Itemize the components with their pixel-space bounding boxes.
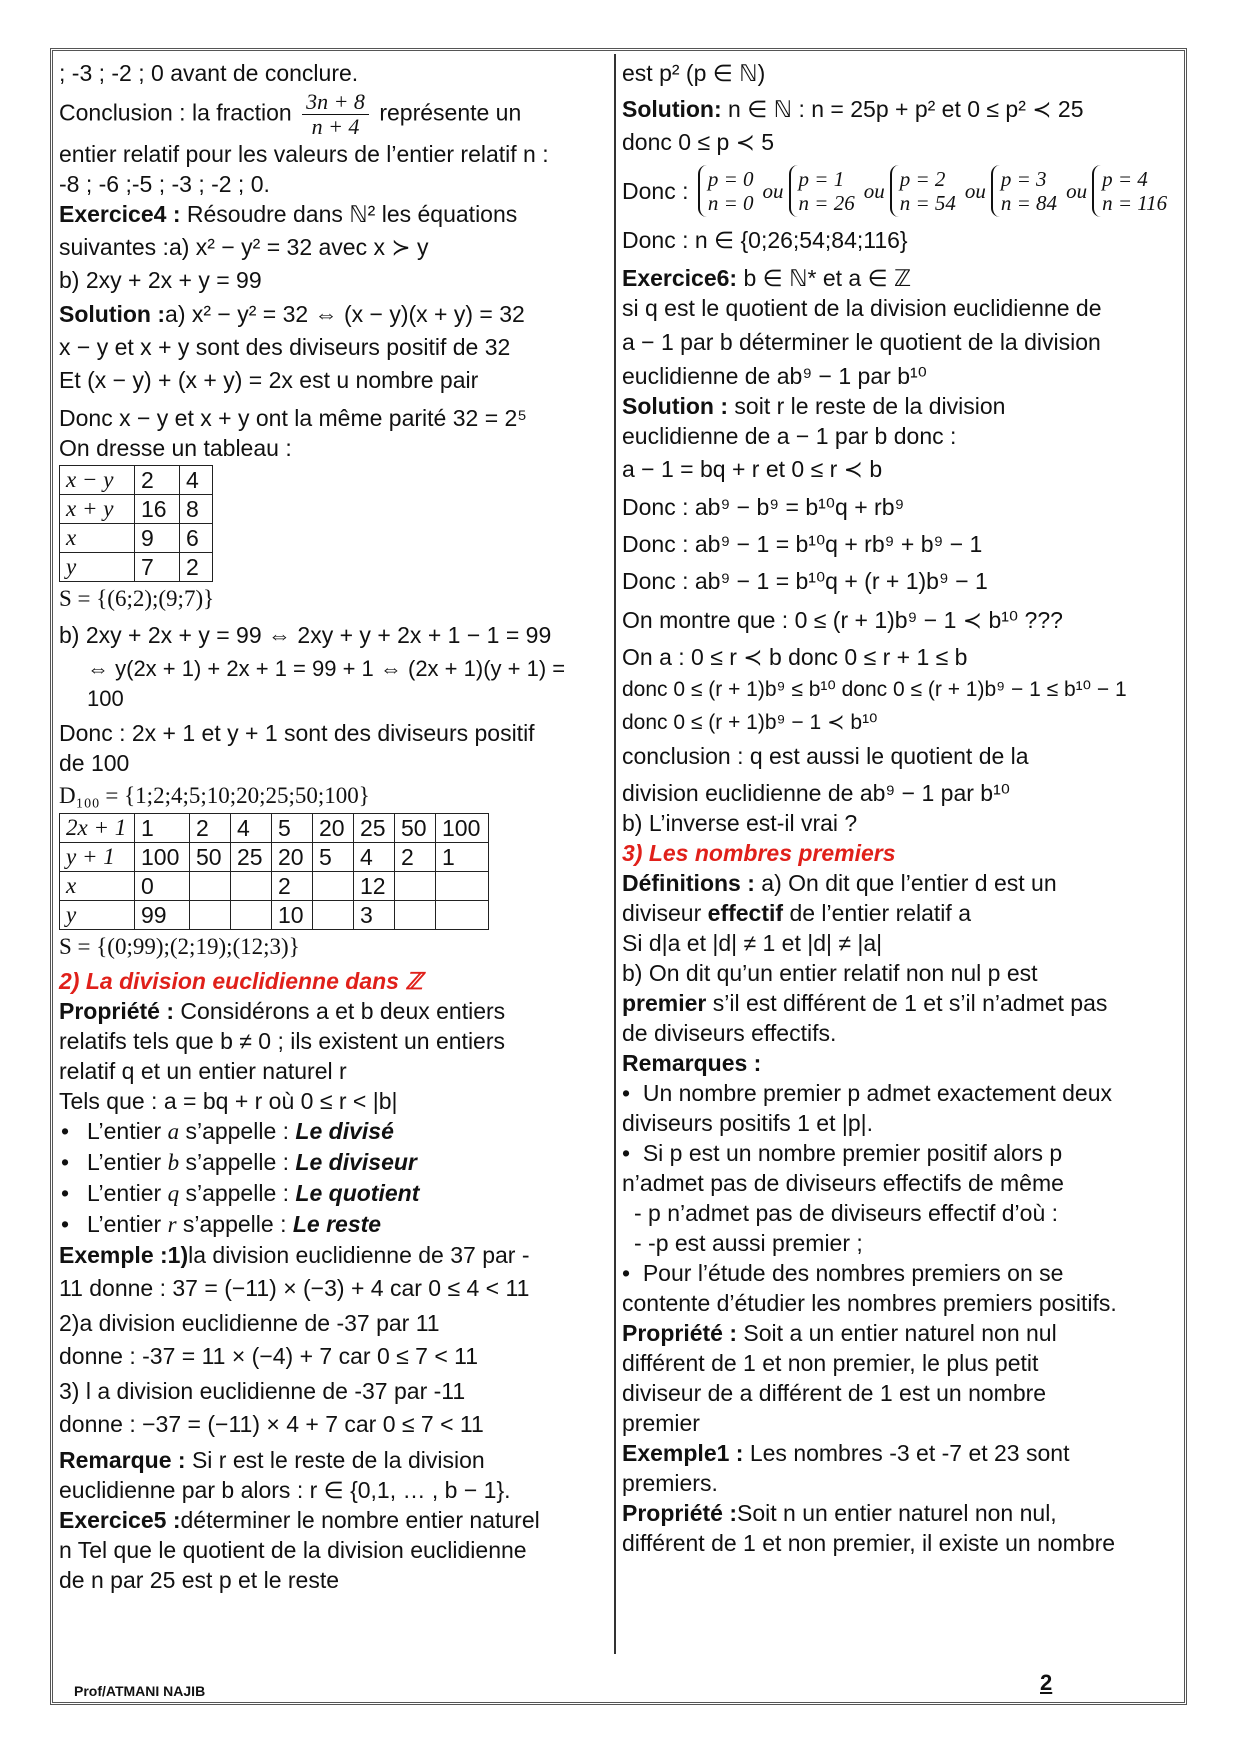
text-line: contente d’étudier les nombres premiers positifs. <box>622 1290 1117 1316</box>
example-line: Exemple :1)la division euclidienne de 37 par - <box>59 1242 530 1268</box>
text-line: donc 0 ≤ p ≺ 5 <box>622 129 775 155</box>
list-item: • L’entier a s’appelle : Le divisé <box>87 1116 599 1147</box>
text-line: Donc : ab⁹ − b⁹ = b¹⁰q + rb⁹ <box>622 494 905 520</box>
solution-set: S = {(0;99);(2;19);(12;3)} <box>59 934 300 959</box>
property-line: Propriété : Soit a un entier naturel non nul <box>622 1320 1057 1346</box>
text-line: premier <box>622 1410 700 1436</box>
system-list: p = 0 n = 0 ou p = 1 n = 26 ou p = 2 n = 54 ou p = 3 n = 84 ou p = 4 n = 116 <box>695 165 1174 217</box>
text-line: si q est le quotient de la division euclidienne de <box>622 295 1102 321</box>
table-row: y 7 2 <box>60 553 213 582</box>
text-line: donc 0 ≤ (r + 1)b⁹ ≤ b¹⁰ donc 0 ≤ (r + 1)b⁹ − 1 ≤ b¹⁰ − 1 <box>622 678 1127 701</box>
text-line: Donc : ab⁹ − 1 = b¹⁰q + (r + 1)b⁹ − 1 <box>622 568 988 594</box>
text-line: Donc : ab⁹ − 1 = b¹⁰q + rb⁹ + b⁹ − 1 <box>622 531 983 557</box>
text-line: Si d|a et |d| ≠ 1 et |d| ≠ |a| <box>622 930 883 956</box>
table-row: y + 1 100 50 25 20 5 4 2 1 <box>60 843 489 872</box>
text-line: 3) l a division euclidienne de -37 par -11 <box>59 1378 466 1404</box>
text-line: 2)a division euclidienne de -37 par 11 <box>59 1310 440 1336</box>
text-line: premier s’il est différent de 1 et s’il n’admet pas <box>622 990 1108 1016</box>
text-line: euclidienne de a − 1 par b donc : <box>622 423 957 449</box>
text-line: b) 2xy + 2x + y = 99 ⇔ 2xy + y + 2x + 1 − 1 = 99 <box>59 622 552 648</box>
column-divider <box>614 54 616 1654</box>
text-line: - -p est aussi premier ; <box>634 1230 863 1256</box>
table-row: x 9 6 <box>60 524 213 553</box>
text-line: Donc x − y et x + y ont la même parité 32 = 2⁵ <box>59 405 527 431</box>
list-item: • L’entier b s’appelle : Le diviseur <box>87 1147 599 1178</box>
text-line: On a : 0 ≤ r ≺ b donc 0 ≤ r + 1 ≤ b <box>622 644 968 670</box>
property-line: Propriété :Soit n un entier naturel non nul, <box>622 1500 1057 1526</box>
term-list <box>59 1116 599 1240</box>
solution-line: Solution :a) x² − y² = 32 ⇔ (x − y)(x + y) = 32 <box>59 301 525 327</box>
text-line: 11 donne : 37 = (−11) × (−3) + 4 car 0 ≤ 4 < 11 <box>59 1275 530 1301</box>
solution-line: Solution: n ∈ ℕ : n = 25p + p² et 0 ≤ p² ≺ 25 <box>622 96 1084 122</box>
text-line: de n par 25 est p et le reste <box>59 1567 340 1593</box>
text-line: b) 2xy + 2x + y = 99 <box>59 267 262 293</box>
table-row: 2x + 1 1 2 4 5 20 25 50 100 <box>60 814 489 843</box>
text-line: relatifs tels que b ≠ 0 ; ils existent un entiers <box>59 1028 506 1054</box>
text-line: euclidienne par b alors : r ∈ {0,1, … , b − 1}. <box>59 1477 511 1503</box>
table-row: x 0 2 12 <box>60 872 489 901</box>
text-line: donne : -37 = 11 × (−4) + 7 car 0 ≤ 7 < 11 <box>59 1343 479 1369</box>
text-line: Tels que : a = bq + r où 0 ≤ r < |b| <box>59 1088 398 1114</box>
text-line: donc 0 ≤ (r + 1)b⁹ − 1 ≺ b¹⁰ <box>622 711 878 734</box>
section-heading: 2) La division euclidienne dans ℤ <box>59 968 423 994</box>
text-line: différent de 1 et non premier, le plus petit <box>622 1350 1039 1376</box>
footer-author: Prof/ATMANI NAJIB <box>74 1683 206 1699</box>
text-line: diviseurs positifs 1 et |p|. <box>622 1110 874 1136</box>
text-line: ; -3 ; -2 ; 0 avant de conclure. <box>59 60 359 86</box>
list-item: • L’entier r s’appelle : Le reste <box>87 1209 599 1240</box>
text-line: différent de 1 et non premier, il existe un nombre <box>622 1530 1116 1556</box>
system: p = 2 n = 54 <box>890 165 960 217</box>
text-line: a − 1 = bq + r et 0 ≤ r ≺ b <box>622 456 883 482</box>
section-heading: 3) Les nombres premiers <box>622 840 896 866</box>
system: p = 4 n = 116 <box>1092 165 1171 217</box>
text-line: de diviseurs effectifs. <box>622 1020 837 1046</box>
text-line: Et (x − y) + (x + y) = 2x est u nombre pair <box>59 367 479 393</box>
list-item: • Pour l’étude des nombres premiers on se <box>622 1260 1064 1286</box>
system: p = 1 n = 26 <box>789 165 859 217</box>
text-line: n’admet pas de diviseurs effectifs de même <box>622 1170 1064 1196</box>
solution-set: S = {(6;2);(9;7)} <box>59 586 215 611</box>
text-line: entier relatif pour les valeurs de l’entier relatif n : <box>59 141 549 167</box>
example-line: Exemple1 : Les nombres -3 et -7 et 23 sont <box>622 1440 1070 1466</box>
table-row: x + y 16 8 <box>60 495 213 524</box>
exercise5-statement: Exercice5 :déterminer le nombre entier naturel <box>59 1507 540 1533</box>
text-line: On dresse un tableau : <box>59 435 292 461</box>
text-line: a − 1 par b déterminer le quotient de la division <box>622 329 1101 355</box>
definition-line: Définitions : a) On dit que l’entier d est un <box>622 870 1057 896</box>
table-row: x − y 2 4 <box>60 466 213 495</box>
text-line: x − y et x + y sont des diviseurs positif de 32 <box>59 334 511 360</box>
text-line: division euclidienne de ab⁹ − 1 par b¹⁰ <box>622 780 1010 806</box>
solution-line: Solution : soit r le reste de la division <box>622 393 1006 419</box>
list-item: • Un nombre premier p admet exactement deux <box>622 1080 1113 1106</box>
text-line: b) On dit qu’un entier relatif non nul p est <box>622 960 1038 986</box>
conclusion-line: Conclusion : la fraction $\frac{3n + 8}{n + 4}$ représente un <box>59 89 522 139</box>
text-line: Donc : n ∈ {0;26;54;84;116} <box>622 227 908 253</box>
list-item: • Si p est un nombre premier positif alors p <box>622 1140 1063 1166</box>
text-line: donne : −37 = (−11) × 4 + 7 car 0 ≤ 7 < 11 <box>59 1411 484 1437</box>
text-line: de 100 <box>59 750 130 776</box>
text-line: - p n’admet pas de diviseurs effectif d’où : <box>634 1200 1059 1226</box>
text-line: n Tel que le quotient de la division euclidienne <box>59 1537 527 1563</box>
text-line: diviseur de a différent de 1 est un nombre <box>622 1380 1047 1406</box>
table-divisors <box>59 813 489 930</box>
text-line: premiers. <box>622 1470 718 1496</box>
fraction: $\frac{3n + 8}{n + 4}$ <box>302 90 369 139</box>
table-parity <box>59 465 213 582</box>
table-row: y 99 10 3 <box>60 901 489 930</box>
remark-heading: Remarques : <box>622 1050 762 1076</box>
systems-line: Donc : p = 0 n = 0 ou p = 1 n = 26 ou p = 2 n = 54 ou p = 3 n = 84 ou p = 4 n = 116 <box>622 163 1177 219</box>
text-line: suivantes :a) x² − y² = 32 avec x ≻ y <box>59 234 429 260</box>
text-line: Donc : 2x + 1 et y + 1 sont des diviseurs positif <box>59 720 535 746</box>
text-line: conclusion : q est aussi le quotient de la <box>622 743 1029 769</box>
text-line: b) L’inverse est-il vrai ? <box>622 810 858 836</box>
right-column <box>622 58 1177 1558</box>
property-line: Propriété : Considérons a et b deux entiers <box>59 998 506 1024</box>
system: p = 3 n = 84 <box>991 165 1061 217</box>
list-item: • L’entier q s’appelle : Le quotient <box>87 1178 599 1209</box>
text-line: -8 ; -6 ;-5 ; -3 ; -2 ; 0. <box>59 171 270 197</box>
text-line: relatif q et un entier naturel r <box>59 1058 347 1084</box>
system: p = 0 n = 0 <box>698 165 758 217</box>
text-line: On montre que : 0 ≤ (r + 1)b⁹ − 1 ≺ b¹⁰ ??? <box>622 607 1063 633</box>
left-column <box>59 58 599 1595</box>
remark-line: Remarque : Si r est le reste de la division <box>59 1447 485 1473</box>
text-line: euclidienne de ab⁹ − 1 par b¹⁰ <box>622 363 927 389</box>
page-number: 2 <box>1040 1670 1053 1695</box>
text-line: diviseur effectif de l’entier relatif a <box>622 900 971 926</box>
exercise4-statement: Exercice4 : Résoudre dans ℕ² les équations <box>59 201 518 227</box>
text-line: est p² (p ∈ ℕ) <box>622 60 766 86</box>
exercise6-statement: Exercice6: b ∈ ℕ* et a ∈ ℤ <box>622 265 912 291</box>
divisor-set: D₁₀₀ = {1;2;4;5;10;20;25;50;100} <box>59 783 370 808</box>
text-line: ⇔ y(2x + 1) + 2x + 1 = 99 + 1 ⇔ (2x + 1)(y + 1) = 100 <box>87 656 566 711</box>
